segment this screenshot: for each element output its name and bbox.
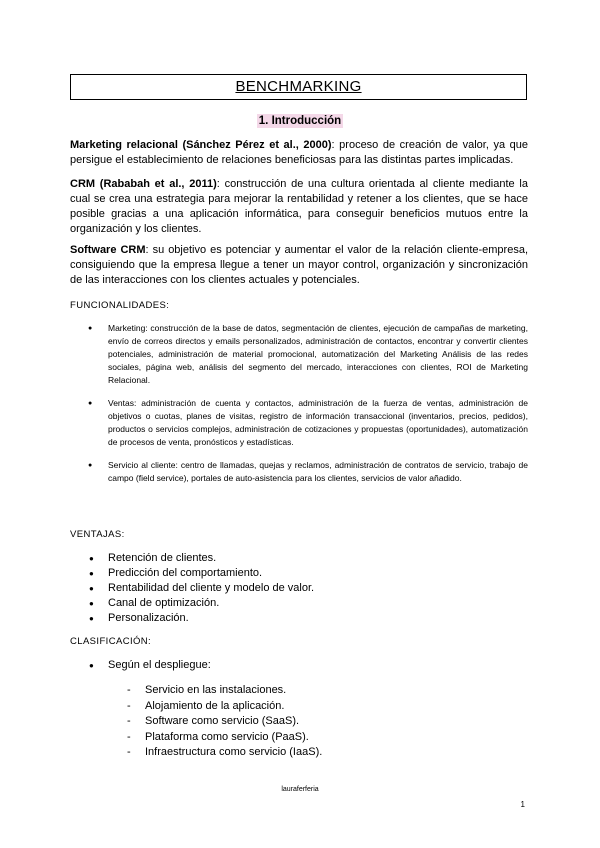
list-item: ● Rentabilidad del cliente y modelo de valor.	[70, 581, 314, 596]
footer-author: lauraferferia	[281, 786, 319, 793]
list-item: - Software como servicio (SaaS).	[125, 714, 322, 730]
despliegue-list	[125, 683, 322, 761]
paragraph-marketing-relacional	[70, 138, 528, 168]
list-item: ● Servicio al cliente: centro de llamadas, quejas y reclamos, administración de contratos de servicio, trabajo de campo (field service), portales de auto-asistencia para los clientes, servicios de valor añadido.	[70, 459, 528, 485]
paragraph-crm	[70, 177, 528, 237]
list-item: ● Personalización.	[70, 611, 314, 626]
list-item: ● Retención de clientes.	[70, 551, 314, 566]
list-item: ● Canal de optimización.	[70, 596, 314, 611]
ventajas-list	[70, 551, 314, 626]
document-title: BENCHMARKING	[235, 78, 362, 95]
paragraph-software-crm	[70, 243, 528, 288]
definition-crm: : construcción de una cultura orientada al cliente mediante la cual se crea una estrategia para mejorar la rentabilidad y retener a los clientes, que se hace posible gracias a una aplicación informática, para conseguir beneficios mutuos entre la organización y los clientes.	[70, 178, 528, 235]
term-crm: CRM (Rababah et al., 2011)	[70, 178, 217, 190]
page-number: 1	[520, 800, 525, 809]
list-item: - Servicio en las instalaciones.	[125, 683, 322, 699]
ventajas-label: VENTAJAS:	[70, 529, 125, 540]
section-heading-text: 1. Introducción	[258, 115, 342, 127]
document-title-box	[70, 74, 527, 100]
list-item: ● Según el despliegue:	[70, 658, 211, 673]
clasificacion-label: CLASIFICACIÓN:	[70, 636, 152, 647]
list-item: ● Predicción del comportamiento.	[70, 566, 314, 581]
term-marketing-relacional: Marketing relacional (Sánchez Pérez et al., 2000)	[70, 139, 332, 151]
definition-marketing-relacional: : proceso de creación de valor, ya que persigue el establecimiento de relaciones beneficiosas para las distintas partes implicadas.	[70, 139, 528, 166]
section-heading	[0, 111, 600, 129]
funcionalidades-list	[70, 322, 528, 495]
clasificacion-list	[70, 658, 211, 673]
definition-software-crm: : su objetivo es potenciar y aumentar el valor de la relación cliente-empresa, consiguiendo que la empresa llegue a tener un mayor control, organización y sincronización de las interacciones con los clientes actuales y potenciales.	[70, 244, 529, 286]
list-item: - Alojamiento de la aplicación.	[125, 699, 322, 715]
term-software-crm: Software CRM	[70, 244, 146, 256]
list-item: - Infraestructura como servicio (IaaS).	[125, 745, 322, 761]
list-item: - Plataforma como servicio (PaaS).	[125, 730, 322, 746]
funcionalidades-label: FUNCIONALIDADES:	[70, 300, 170, 311]
list-item: ● Marketing: construcción de la base de datos, segmentación de clientes, ejecución de campañas de marketing, envío de correos directos y emails personalizados, administración de contactos, encontrar y convertir clientes potenciales, administración de material promocional, automatización del Marketing Análisis de las redes sociales, página web, análisis del segmento del mercado, interacciones con clientes, ROI de Marketing Relacional.	[70, 322, 528, 387]
list-item: ● Ventas: administración de cuenta y contactos, administración de la fuerza de ventas, administración de objetivos o cuotas, planes de visitas, registro de información transaccional (inventarios, precios, pedidos), productos o servicios complejos, administración de cotizaciones y propuestas (oportunidades), automatización de procesos de venta, pronósticos y estadísticas.	[70, 397, 528, 449]
